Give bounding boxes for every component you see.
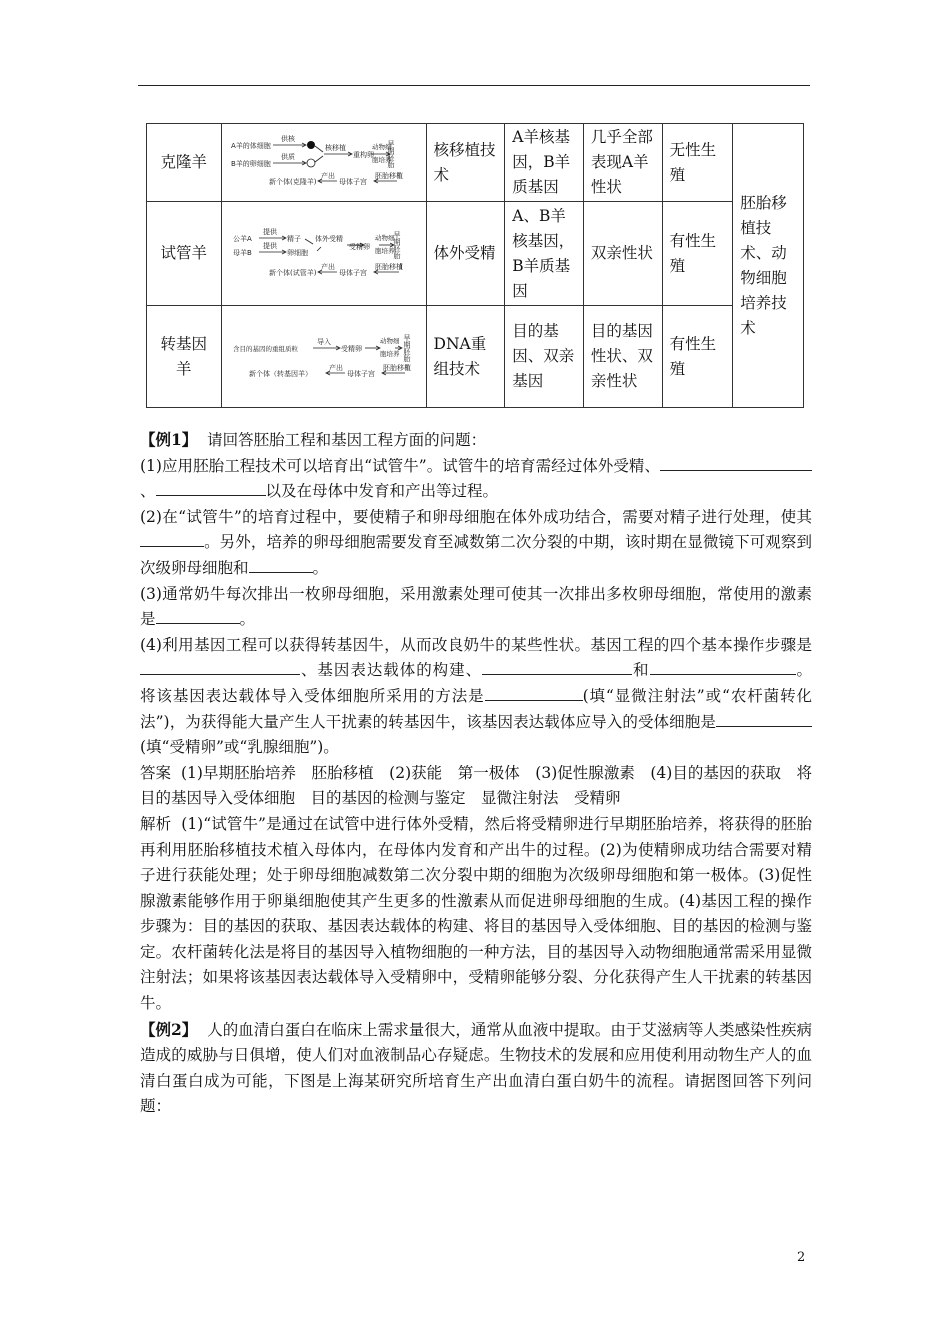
flow-op1: 供核 [280,134,295,143]
flow-transfer: 胚胎移植 [382,363,411,372]
genes-cell: 目的基因、双亲基因 [505,306,584,408]
answer-blank[interactable] [156,480,266,496]
flow-op1: 提供 [262,227,277,236]
example1-analysis: 解析 (1)“试管牛”是通过在试管中进行体外受精，然后将受精卵进行早期胚胎培养，将获得的胚胎再利用胚胎移植技术植入母体内，在母体内发育和产出牛的过程。(2)为使精卵成功结合需要对精子进行获能处理；处于卵母细胞减数第二次分裂中期的细胞为次级卵母细胞和第一极体。(3)促性腺激素能够作用于卵巢细胞使其产生更多的性激素从而促进卵母细胞的生成。(4)基因工程的操作步骤为：目的基因的获取、基因表达载体的构建、将目的基因导入受体细胞、目的基因的检测与鉴定。农杆菌转化法是将目的基因导入植物细胞的一种方法，目的基因导入动物细胞通常需采用显微注射法；如果将该基因表达载体导入受精卵中，受精卵能够分裂、分化获得产生人干扰素的转基因牛。 [140,814,812,1013]
flow-produce: 产出 [320,262,335,271]
flow-a: A羊的体细胞 [230,141,271,150]
flow-early: 早期胚胎 [392,230,401,259]
row-name: 转基因羊 [147,306,222,408]
example2-question: 【例2】 人的血清白蛋白在临床上需求量很大，通常从血液中提取。由于艾滋病等人类感染性疾病造成的威胁与日俱增，使人们对血液制品心存疑虑。生物技术的发展和应用使利用动物生产人的血清白蛋白成为可能，下图是上海某研究所培育生产出血清白蛋白奶牛的流程。请据图回答下列问题： [140,1019,812,1116]
genes-cell: A羊核基因，B羊质基因 [505,124,584,202]
answer-blank[interactable] [140,531,204,547]
flow-op2: 供质 [280,152,295,161]
flow-mid: 受精卵 [348,242,370,251]
flow-culture-1: 动物细 [371,142,392,151]
example1-label: 【例1】 [140,430,198,449]
content-body [140,427,812,1120]
flow-mid: 重构卵 [352,150,374,159]
page-number: 2 [797,1250,806,1265]
flow-diagram-test-tube [221,202,426,306]
row-name: 克隆羊 [147,124,222,202]
traits-cell: 几乎全部表现A羊性状 [583,124,662,202]
answer-blank[interactable] [770,659,796,675]
flow-culture-1: 动物细 [374,233,395,242]
answer-blank[interactable] [140,659,300,675]
table-row-clone [147,124,804,202]
reproduction-cell: 有性生殖 [662,202,733,306]
analysis-label: 解析 [140,814,172,833]
flow-egg: 卵细胞 [286,248,308,257]
flow-op2: 提供 [262,241,277,250]
flow-step: 体外受精 [314,234,343,243]
flow-culture-2: 胞培养 [371,155,392,164]
example1-question: 【例1】 请回答胚胎工程和基因工程方面的问题： [140,430,487,449]
technique-cell: DNA重组技术 [426,306,505,408]
technique-cell: 核移植技术 [426,124,505,202]
flow-b: 母羊B [232,248,252,257]
flow-transfer: 胚胎移植 [374,171,403,180]
answer-blank[interactable] [780,455,812,471]
flow-offspring: 新个体（转基因羊） [248,369,312,378]
flow-step: 核移植 [324,143,346,152]
answer-blank[interactable] [660,455,780,471]
flow-sperm: 精子 [286,234,301,243]
table-row-transgenic [147,306,804,408]
answer-blank[interactable] [156,608,240,624]
example1-q3: (3)通常奶牛每次排出一枚卵母细胞，采用激素处理可使其一次排出多枚卵母细胞，常使用的激素是 。 [140,584,812,629]
flow-produce: 产出 [328,363,343,372]
flow-culture-2: 胞培养 [379,349,400,358]
example1-answer: 答案 (1)早期胚胎培养 胚胎移植 (2)获能 第一极体 (3)促性腺激素 (4)目的基因的获取 将目的基因导入受体细胞 目的基因的检测与鉴定 显微注射法 受精卵 [140,763,812,808]
flow-b: B羊的卵细胞 [230,159,271,168]
row-name: 试管羊 [147,202,222,306]
example1-q1: (1)应用胚胎工程技术可以培育出“试管牛”。试管牛的培育需经过体外受精、、 以及在母体中发育和产出等过程。 [140,454,812,505]
traits-cell: 目的基因性状、双亲性状 [583,306,662,408]
flow-early: 早期胚胎 [386,139,395,168]
answer-blank[interactable] [482,659,632,675]
shared-technique-cell: 胚胎移植技术、动物细胞培养技术 [733,124,804,408]
example1-q4: (4)利用基因工程可以获得转基因牛，从而改良奶牛的某些性状。基因工程的四个基本操作步骤是、基因表达载体的构建、 和 。将该基因表达载体导入受体细胞所采用的方法是 (填“显微注射法”或“农杆菌转化法”)，为获得能大量产生人干扰素的转基因牛，该基因表达载体应导入的受体细胞是(填“受精卵”或“乳腺细胞”)。 [140,635,812,757]
answer-blank[interactable] [485,685,583,701]
flow-offspring: 新个体(克隆羊) [268,177,317,186]
example1-q2: (2)在“试管牛”的培育过程中，要使精子和卵母细胞在体外成功结合，需要对精子进行处理，使其。另外，培养的卵母细胞需要发育至减数第二次分裂的中期，该时期在显微镜下可观察到次级卵母细胞和 。 [140,507,812,577]
answer-blank[interactable] [716,711,812,727]
answer-blank[interactable] [650,659,770,675]
traits-cell: 双亲性状 [583,202,662,306]
reproduction-cell: 有性生殖 [662,306,733,408]
flow-transfer: 胚胎移植 [374,262,403,271]
reproduction-cell: 无性生殖 [662,124,733,202]
technique-cell: 体外受精 [426,202,505,306]
flow-surrogate: 母体子宫 [338,268,367,277]
answer-blank[interactable] [249,557,313,573]
flow-surrogate: 母体子宫 [338,177,367,186]
flow-diagram-transgenic [221,306,426,408]
flow-mid: 受精卵 [340,344,362,353]
genes-cell: A、B羊核基因，B羊质基因 [505,202,584,306]
comparison-table [146,123,804,408]
table-row-test-tube [147,202,804,306]
flow-produce: 产出 [320,171,335,180]
flow-step: 导入 [316,337,331,346]
flow-offspring: 新个体(试管羊) [268,268,317,277]
example2-label: 【例2】 [140,1019,198,1039]
flow-start: 含目的基因的重组质粒 [232,344,298,353]
answer-label: 答案 [140,763,172,782]
flow-diagram-clone [221,124,426,202]
flow-culture-1: 动物细 [379,336,400,345]
flow-a: 公羊A [232,234,252,243]
header-rule [138,85,810,86]
flow-culture-2: 胞培养 [374,246,395,255]
flow-surrogate: 母体子宫 [346,369,375,378]
flow-early: 早期胚胎 [402,333,411,362]
